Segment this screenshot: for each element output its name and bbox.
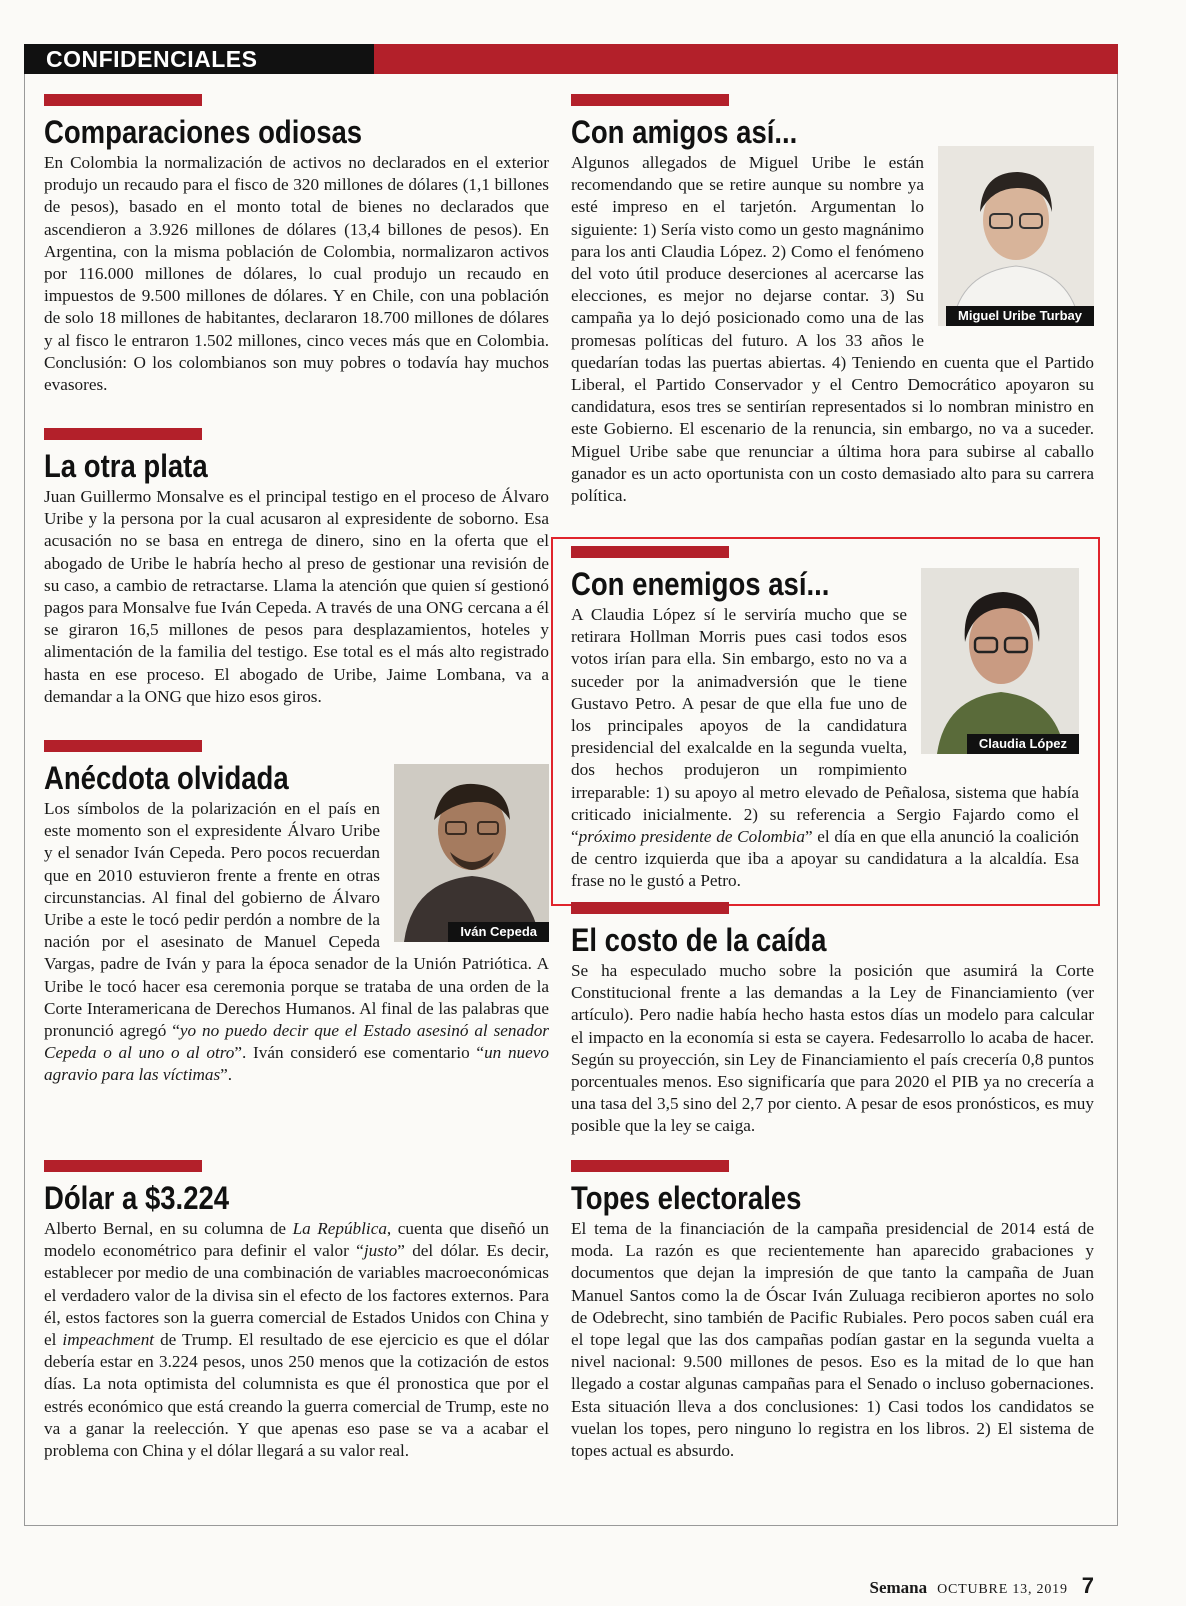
photo-miguel-uribe [938, 146, 1094, 326]
article-title: Comparaciones odiosas [44, 114, 363, 150]
article-title: Con amigos así... [571, 114, 798, 150]
article-text: ” del dólar. Es decir, establecer por medio de una combinación de variables macroeconómicas el verdadero valor de la divisa sin el efecto de los factores externos. Para él, estos factores son la guerra comercial de Estados Unidos con China y el [44, 1241, 550, 1350]
article-quote: yo no puedo decir que el Estado asesinó al senador Cepeda o al uno o al otro [44, 1021, 549, 1063]
article-body [44, 1218, 549, 1462]
article-topes [571, 1160, 1094, 1462]
photo-caption: Iván Cepeda [448, 922, 549, 942]
article-text: Alberto Bernal, en su columna de [44, 1219, 293, 1238]
article-red-bar [571, 1160, 729, 1172]
page-footer [869, 1573, 1094, 1599]
page-number: 7 [1081, 1573, 1094, 1598]
article-enemigos [571, 546, 1079, 893]
article-costo [571, 902, 1094, 1138]
article-text: Los símbolos de la polarización en el país en este momento son el expresidente Álvaro Uribe y el senador Iván Cepeda. Pero pocos recuerdan que en 2010 estuvieron frente a frente en otras circunstancias. Al final del gobierno de Álvaro Uribe a este le tocó pedir perdón a nombre de la nación por el asesinato de Manuel Cepeda Vargas, padre de Iván y para la época senador de la Unión Patriótica. A Uribe le tocó hacer esa ceremonia porque se trataba de una orden de la Corte Interamericana de Derechos Humanos. Al final de las palabras que pronunció agregó “ [44, 799, 549, 1041]
article-title: La otra plata [44, 448, 208, 484]
article-red-bar [44, 1160, 202, 1172]
article-otra-plata [44, 428, 549, 708]
article-body: El tema de la financiación de la campaña presidencial de 2014 está de moda. La razón es que recientemente han aparecido grabaciones y documentos que dejan la impresión de que tanto la campaña de Juan Manuel Santos como la de Óscar Iván Zuluaga recibieron aportes no solo de Odebrecht, sino también de Pacific Rubiales. Pero pocos saben cuál era el tope legal que las dos campañas podían gastar en la segunda vuelta a nivel nacional: 9.500 millones de pesos. Eso es la mitad de lo que han llegado a costar algunas campañas para el Senado o incluso gobernaciones. Esta situación lleva a dos conclusiones: 1) Casi todos los candidatos se vuelan los topes, pero ninguno lo registra en los libros. 2) El sistema de topes actual es absurdo. [571, 1219, 1094, 1461]
article-red-bar [44, 740, 202, 752]
article-quote: un nuevo agravio para las víctimas [44, 1043, 549, 1085]
article-title: Anécdota olvidada [44, 760, 289, 796]
article-red-bar [44, 428, 202, 440]
article-comparaciones [44, 94, 549, 396]
photo-caption: Claudia López [967, 734, 1079, 754]
article-text: de Trump. El resultado de ese ejercicio es que el dólar debería estar en 3.224 pesos, unos 250 menos que la cotización de estos días. La nota optimista del columnista es que él pronostica que por el estrés económico que está creando la guerra comercial de Trump, este no va a ganar la reelección. Y que apenas eso pase se va a acabar el problema con China y el dólar llegará a su valor real. [44, 1330, 549, 1461]
article-title: Topes electorales [571, 1180, 802, 1216]
article-text: ” el día en que ella anunció la coalición de centro izquierda que iba a apoyar su candidatura a la alcaldía. Esa frase no le gustó a Petro. [571, 827, 1079, 891]
article-red-bar [571, 94, 729, 106]
article-red-bar [44, 94, 202, 106]
article-body: Juan Guillermo Monsalve es el principal testigo en el proceso de Álvaro Uribe y la persona por la cual acusaron al expresidente de soborno. Esa acusación no se basa en entrega de dinero, sino en la oferta que el abogado de Uribe le habría hecho al preso de gestionar una revisión de su caso, a cambio de retractarse. Llama la atención que quien sí gestionó pagos para Monsalve fue Iván Cepeda. A través de una ONG cercana a él se giraron 16,5 millones de pesos para desplazamientos, hoteles y alimentación de la familia del testigo. Ese total es el más alto registrado hasta en ese proceso. El abogado de Uribe, Jaime Lombana, va a demandar a la ONG que hizo esos giros. [44, 487, 549, 706]
article-emphasis: justo [363, 1241, 398, 1261]
article-text: A Claudia López sí le serviría mucho que se retirara Hollman Morris pues casi todos esos votos irían para ella. Sin embargo, esto no va a suceder por la animadversión que le tiene Gustavo Petro. A pesar de que ella fue uno de los principales apoyos de la candidatura presidencial del exalcalde en la segunda vuelta, dos hechos produjeron un rompimiento irreparable: 1) su apoyo al metro elevado de Peñalosa, sistema que había criticado inicialmente. 2) su referencia a Sergio Fajardo como el “ [571, 605, 1079, 847]
article-dolar [44, 1160, 549, 1462]
article-text: ”. Iván consideró ese comentario “ [234, 1043, 485, 1063]
article-amigos [571, 94, 1094, 507]
article-emphasis: impeachment [62, 1330, 155, 1350]
article-red-bar [571, 902, 729, 914]
article-body: En Colombia la normalización de activos no declarados en el exterior produjo un recaudo para el fisco de 320 millones de dólares (1,1 billones de pesos), basado en el monto total de bienes no declarados que ascendieron a 3.926 millones de dólares (13,4 billones de pesos). En Argentina, con la misma población de Colombia, normalizaron activos por 116.000 millones de dólares, lo cual produjo un recaudo en impuestos de 9.500 millones de dólares. Y en Chile, con una población de solo 18 millones de habitantes, declararon 18.700 millones de dólares y al fisco le entraron 1.502 millones, cinco veces más que en Colombia. Conclusión: O los colombianos son muy pobres o todavía hay muchos evasores. [44, 153, 549, 395]
article-title: El costo de la caída [571, 922, 827, 958]
photo-caption: Miguel Uribe Turbay [946, 306, 1094, 326]
magazine-name: Semana [869, 1578, 928, 1597]
article-title: Con enemigos así... [571, 566, 830, 602]
article-text: ”. [220, 1065, 233, 1085]
article-body: Algunos allegados de Miguel Uribe le están recomendando que se retire aunque su nombre ya esté impreso en el tarjetón. Argumentan lo siguiente: 1) Sería visto como un gesto magnánimo para los anti Claudia López. 2) Como el fenómeno del voto útil produce deserciones al acercarse las elecciones, es mejor no dejarse contar. 3) Su campaña ya lo dejó posicionado como una de las promesas políticas del futuro. A los 33 años le quedarían todas las puertas abiertas. 4) Teniendo en cuenta que el Partido Liberal, el Partido Conservador y el Centro Democrático apoyaron su candidatura, esos tres se sentirían representados si lo nombran ministro en este Gobierno. El escenario de la renuncia, sin embargo, no va a suceder. Miguel Uribe sabe que renunciar a última hora para subirse al caballo ganador es un acto oportunista con un costo demasiado alto para su carrera política. [571, 153, 1094, 506]
article-title: Dólar a $3.224 [44, 1180, 230, 1216]
issue-date: OCTUBRE 13, 2019 [937, 1582, 1068, 1597]
portrait-icon [938, 146, 1094, 326]
article-source: La República [292, 1219, 387, 1238]
article-quote: próximo presidente de Colombia [578, 827, 805, 847]
section-header-bar [24, 44, 1118, 74]
section-header-label: CONFIDENCIALES [24, 44, 374, 74]
article-anecdota [44, 740, 549, 1087]
article-text: , cuenta que diseñó un modelo econométrico para definir el valor “ [44, 1219, 549, 1261]
article-body: Se ha especulado mucho sobre la posición que asumirá la Corte Constitucional frente a las demandas a la Ley de Financiamiento (ver artículo). Pero nadie había hecho hasta estos días un modelo para calcular el impacto en la economía si esta se cayera. Fedesarrollo lo acaba de hacer. Según su proyección, sin Ley de Financiamiento el país crecería 0,8 puntos porcentuales menos. Eso significaría que para 2020 el PIB ya no crecería a una tasa del 3,5 sino del 2,7 por ciento. A pesar de esos pronósticos, es muy posible que la ley se caiga. [571, 961, 1094, 1136]
article-red-bar [571, 546, 729, 558]
